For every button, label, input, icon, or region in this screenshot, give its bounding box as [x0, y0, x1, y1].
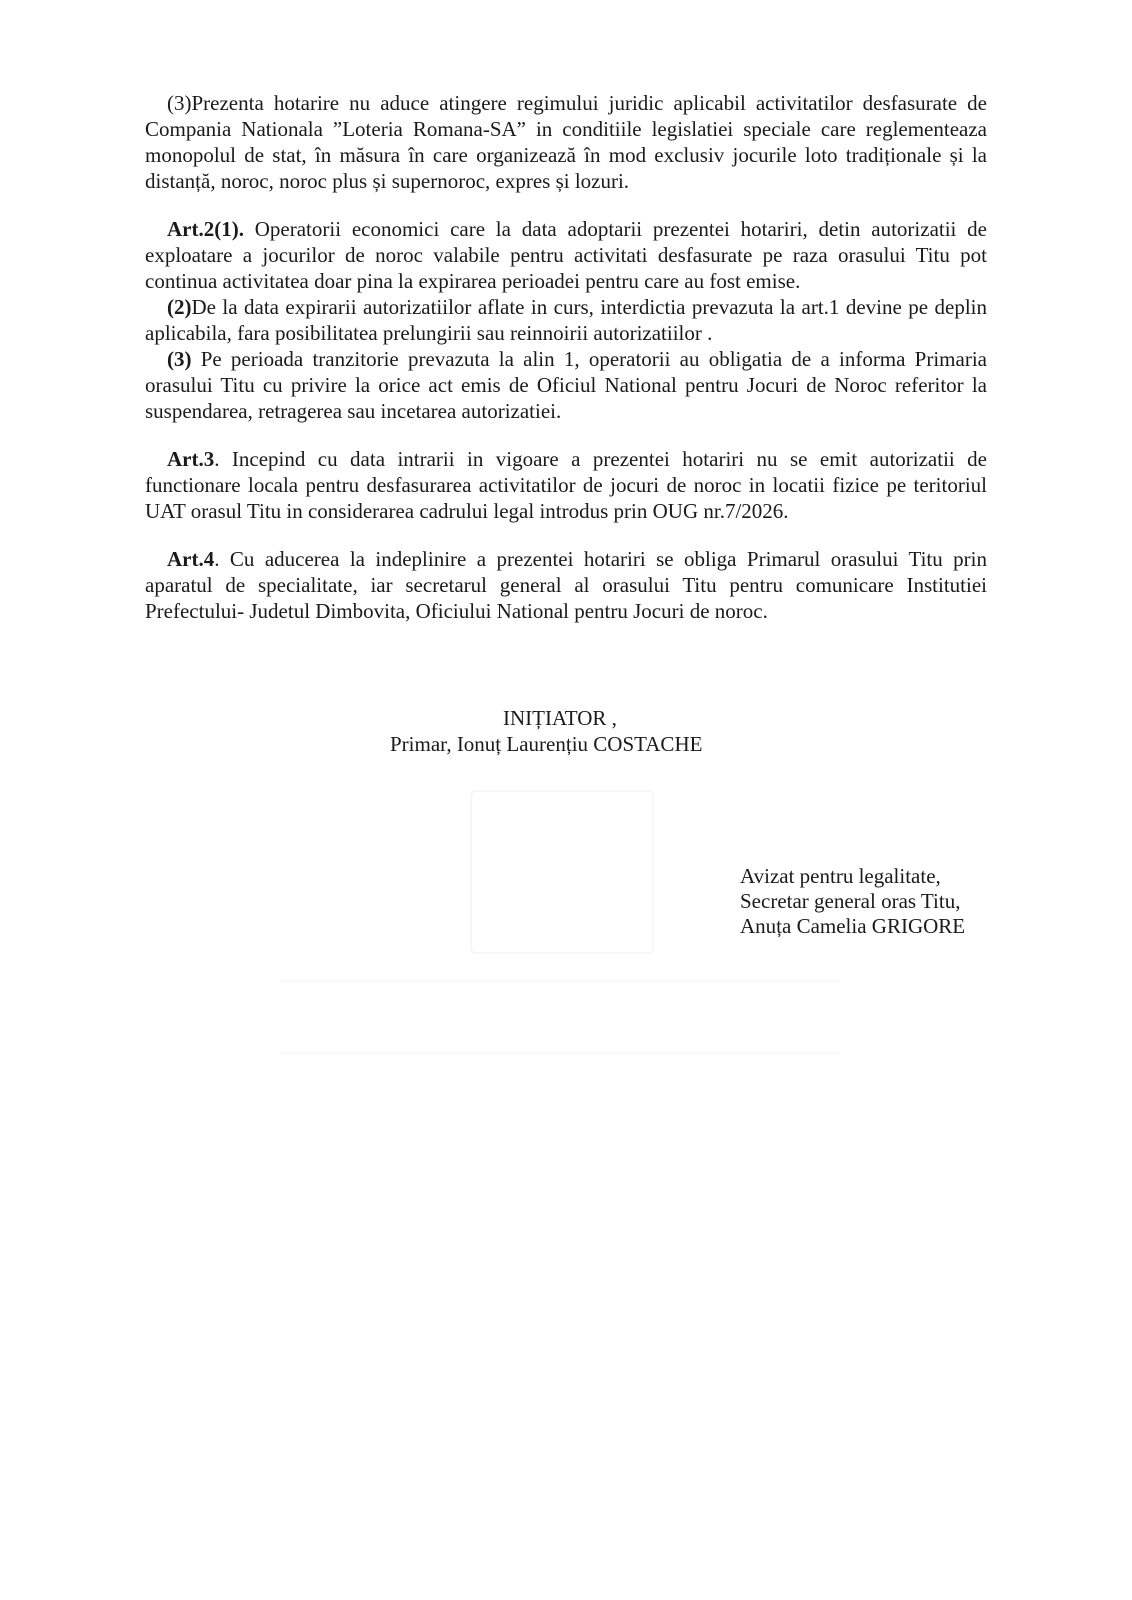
article-label: Art.4: [167, 547, 215, 571]
paragraph-art2-alin3: [145, 346, 987, 424]
paragraph-art2-alin1: [145, 216, 987, 294]
paragraph-text: De la data expirarii autorizatiilor aflate in curs, interdictia prevazuta la art.1 devine pe deplin aplicabila, fara posibilitatea prelungirii sau reinnoirii autorizatiilor .: [145, 295, 987, 345]
paragraph-text: . Cu aducerea la indeplinire a prezentei hotariri se obliga Primarul orasului Titu prin aparatul de specialitate, iar secretarul general al orasului Titu pentru comunicare Institutiei Prefectului- Judetul Dimbovita, Oficiului National pentru Jocuri de noroc.: [145, 547, 987, 623]
secretary-name: Anuța Camelia GRIGORE: [740, 914, 966, 938]
article-label: Art.3: [167, 447, 215, 471]
article-label: Art.2(1).: [167, 217, 244, 241]
paragraph-art1-alin3: [145, 90, 987, 194]
initiator-name: Primar, Ionuț Laurențiu COSTACHE: [390, 732, 703, 756]
paragraph-art4: [145, 546, 987, 624]
paragraph-text: (3)Prezenta hotarire nu aduce atingere regimului juridic aplicabil activitatilor desfasurate de Compania Nationala ”Loteria Romana-SA” in conditiile legislatiei speciale care reglementeaza monopolul de stat, în măsura în care organizează în mod exclusiv jocurile loto tradiționale și la distanță, noroc, noroc plus și supernoroc, expres și lozuri.: [145, 91, 987, 193]
approval-line: Avizat pentru legalitate,: [740, 864, 941, 888]
paragraph-text: . Incepind cu data intrarii in vigoare a prezentei hotariri nu se emit autorizatii de functionare locala pentru desfasurarea activitatilor de jocuri de noroc in locatii fizice pe teritoriul UAT orasul Titu in considerarea cadrului legal introdus prin OUG nr.7/2026.: [145, 447, 987, 523]
legality-approval-block: [740, 864, 990, 939]
paragraph-text: Pe perioada tranzitorie prevazuta la alin 1, operatorii au obligatia de a informa Primaria orasului Titu cu privire la orice act emis de Oficiul National pentru Jocuri de Noroc referitor la suspendarea, retragerea sau incetarea autorizatiei.: [145, 347, 987, 423]
initiator-title: INIȚIATOR ,: [503, 706, 617, 730]
paragraph-art3: [145, 446, 987, 524]
initiator-signature-block: [390, 705, 740, 757]
faint-stamp-watermark: [470, 790, 654, 954]
article-label: (2): [167, 295, 192, 319]
paragraph-art2-alin2: [145, 294, 987, 346]
paragraph-gap: [145, 424, 987, 446]
paragraph-gap: [145, 524, 987, 546]
paragraph-text: Operatorii economici care la data adoptarii prezentei hotariri, detin autorizatii de exploatare a jocurilor de noroc valabile pentru activitati desfasurate pe raza orasului Titu pot continua activitatea doar pina la expirarea perioadei pentru care au fost emise.: [145, 217, 987, 293]
secretary-title: Secretar general oras Titu,: [740, 889, 961, 913]
paragraph-gap: [145, 194, 987, 216]
article-label: (3): [167, 347, 192, 371]
document-body: [145, 90, 987, 624]
faint-text-watermark: [280, 980, 840, 1054]
